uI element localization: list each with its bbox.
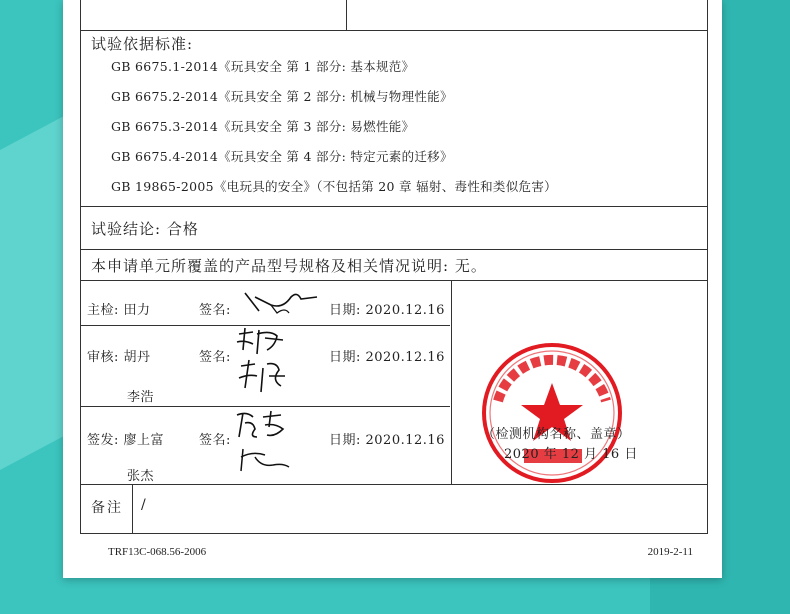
reviewer-role: 审核: 胡丹 bbox=[87, 350, 151, 365]
standard-item: GB 6675.1-2014《玩具安全 第 1 部分: 基本规范》 bbox=[111, 59, 415, 74]
form-code: TRF13C-068.56-2006 bbox=[108, 546, 207, 558]
standard-item: GB 6675.4-2014《玩具安全 第 4 部分: 特定元素的迁移》 bbox=[111, 149, 453, 164]
approver-role: 签发: 廖上富 bbox=[87, 433, 165, 448]
form-date: 2019-2-11 bbox=[647, 546, 693, 558]
standard-item: GB 6675.3-2014《玩具安全 第 3 部分: 易燃性能》 bbox=[111, 119, 415, 134]
approver-sign-label: 签名: bbox=[199, 433, 231, 448]
remark-divider bbox=[132, 485, 133, 533]
signature-table bbox=[81, 281, 450, 484]
inspector-sign-label: 签名: bbox=[199, 303, 231, 318]
report-form bbox=[80, 0, 708, 534]
signature-section bbox=[81, 281, 707, 485]
inspector-date: 日期: 2020.12.16 bbox=[329, 303, 445, 318]
stamp-caption: （检测机构名称、盖章） bbox=[482, 427, 631, 442]
inspector-signature bbox=[241, 287, 321, 319]
conclusion-text: 试验结论: 合格 bbox=[91, 220, 199, 238]
report-sheet bbox=[63, 0, 722, 578]
standards-title: 试验依据标准: bbox=[91, 35, 194, 53]
inspector-role: 主检: 田力 bbox=[87, 303, 151, 318]
note-text: 本申请单元所覆盖的产品型号规格及相关情况说明: 无。 bbox=[91, 257, 487, 275]
standard-item: GB 19865-2005《电玩具的安全》（不包括第 20 章 辐射、毒性和类似危害） bbox=[111, 179, 557, 194]
approver-signature bbox=[231, 407, 311, 479]
inspector-row bbox=[81, 281, 450, 326]
reviewer-row bbox=[81, 326, 450, 407]
approver-second-name: 张杰 bbox=[127, 469, 155, 484]
conclusion-row bbox=[81, 207, 707, 250]
reviewer-sign-label: 签名: bbox=[199, 350, 231, 365]
remark-label: 备注 bbox=[91, 500, 123, 516]
approver-row bbox=[81, 407, 450, 484]
stamp-cell bbox=[451, 281, 707, 484]
stamp-date: 2020 年 12 月 16 日 bbox=[504, 447, 638, 462]
column-divider bbox=[346, 0, 347, 30]
reviewer-date: 日期: 2020.12.16 bbox=[329, 350, 445, 365]
approver-date: 日期: 2020.12.16 bbox=[329, 433, 445, 448]
remark-row bbox=[81, 485, 707, 534]
official-seal-icon bbox=[480, 341, 625, 486]
standards-section bbox=[81, 31, 707, 207]
reviewer-second-name: 李浩 bbox=[127, 390, 155, 405]
note-row bbox=[81, 250, 707, 281]
reviewer-signature bbox=[231, 324, 311, 396]
standard-item: GB 6675.2-2014《玩具安全 第 2 部分: 机械与物理性能》 bbox=[111, 89, 453, 104]
remark-value: / bbox=[141, 497, 146, 513]
top-cut-row bbox=[81, 0, 707, 31]
